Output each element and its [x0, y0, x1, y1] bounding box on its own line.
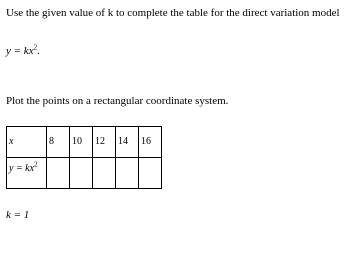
equation-period: . [37, 45, 40, 57]
y-header-exponent: 2 [34, 160, 38, 169]
x-value-cell: 8 [47, 127, 70, 158]
y-value-cell[interactable] [116, 158, 139, 189]
x-row [7, 127, 162, 158]
y-header-cell [7, 158, 47, 189]
y-value-cell[interactable] [139, 158, 162, 189]
y-header-base: y = kx [9, 163, 35, 174]
x-value-cell: 14 [116, 127, 139, 158]
y-value-cell[interactable] [93, 158, 116, 189]
k-value-text: k = 1 [6, 209, 30, 221]
x-value-cell: 16 [139, 127, 162, 158]
x-header-cell: x [7, 127, 47, 158]
instructions-text: Use the given value of k to complete the table for the direct variation model [6, 7, 340, 19]
equation [6, 45, 40, 58]
x-value-cell: 10 [70, 127, 93, 158]
y-value-cell[interactable] [47, 158, 70, 189]
x-value-cell: 12 [93, 127, 116, 158]
equation-lhs: y = kx [6, 45, 34, 57]
equation-exponent: 2 [33, 43, 38, 52]
y-value-cell[interactable] [70, 158, 93, 189]
y-row [7, 158, 162, 189]
plot-instruction-text: Plot the points on a rectangular coordinate system. [6, 95, 229, 107]
values-table [6, 126, 162, 189]
